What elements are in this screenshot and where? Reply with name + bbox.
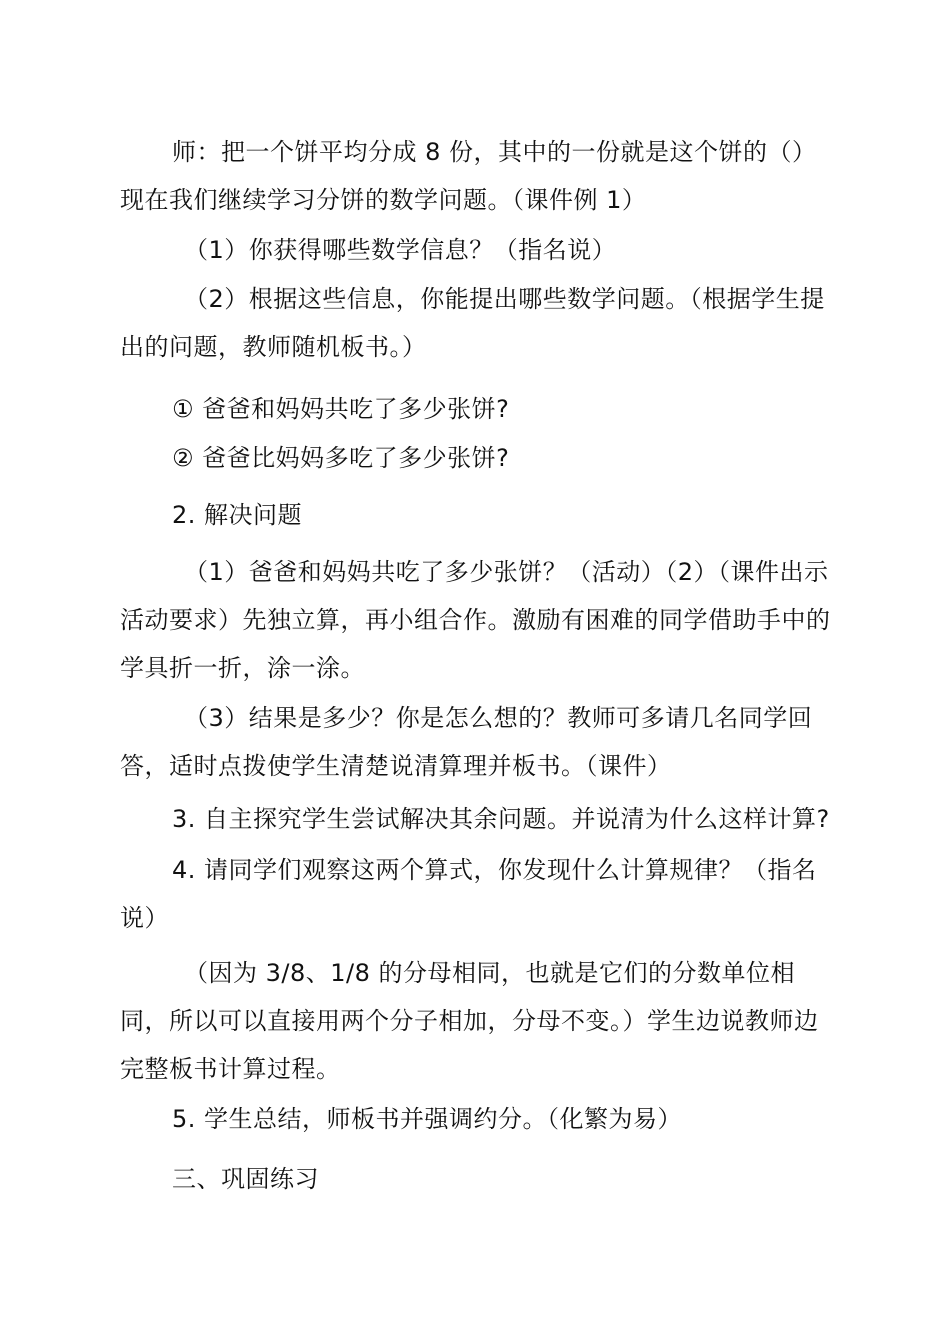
paragraph-question-2: （2）根据这些信息，你能提出哪些数学问题。（根据学生提出的问题，教师随机板书。）	[120, 285, 825, 361]
paragraph-result: （3）结果是多少？你是怎么想的？教师可多请几名同学回答，适时点拨使学生清楚说清算理并板书。（课件）	[120, 704, 813, 780]
paragraph-explore: 3. 自主探究学生尝试解决其余问题。并说清为什么这样计算?	[172, 805, 830, 833]
paragraph-question-1: （1）你获得哪些数学信息？（指名说）	[184, 236, 617, 264]
paragraph-item-1: ① 爸爸和妈妈共吃了多少张饼?	[172, 395, 510, 423]
paragraph-observe: 4. 请同学们观察这两个算式，你发现什么计算规律？（指名说）	[120, 856, 817, 932]
paragraph-item-2: ② 爸爸比妈妈多吃了多少张饼?	[172, 444, 510, 472]
heading-practice: 三、巩固练习	[172, 1165, 319, 1193]
paragraph-activity: （1）爸爸和妈妈共吃了多少张饼？（活动）（2）（课件出示活动要求）先独立算，再小组合作。激励有困难的同学借助手中的学具折一折，涂一涂。	[120, 558, 831, 682]
paragraph-teacher-intro: 师：把一个饼平均分成 8 份，其中的一份就是这个饼的（）现在我们继续学习分饼的数学问题。（课件例 1）	[120, 138, 817, 214]
paragraph-summary: 5. 学生总结，师板书并强调约分。（化繁为易）	[172, 1105, 683, 1133]
paragraph-explanation: （因为 3/8、1/8 的分母相同，也就是它们的分数单位相同，所以可以直接用两个分子相加，分母不变。）学生边说教师边完整板书计算过程。	[120, 959, 819, 1083]
heading-solve-problem: 2. 解决问题	[172, 501, 303, 529]
